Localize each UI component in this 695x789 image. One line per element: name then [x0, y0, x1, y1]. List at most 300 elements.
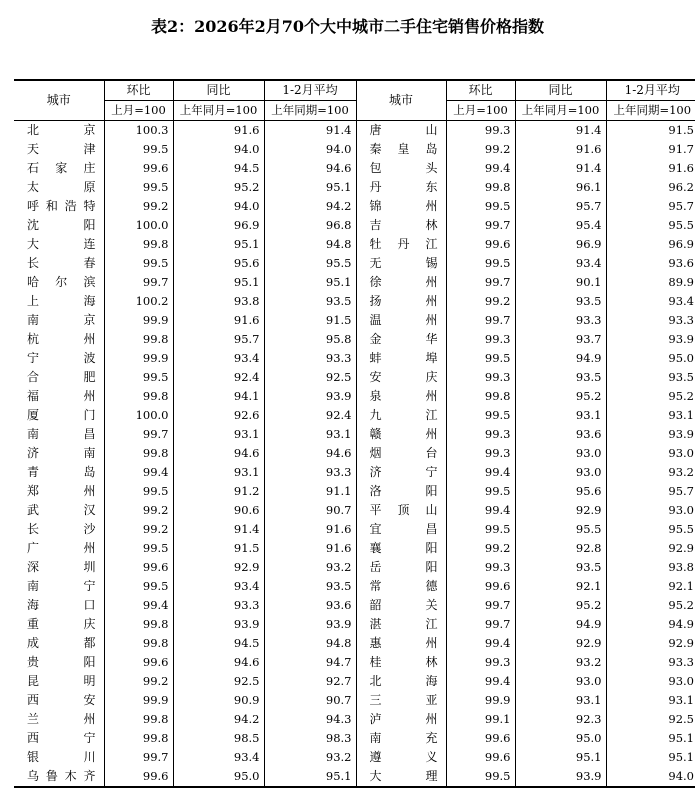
city-name-left: 青岛 — [27, 465, 96, 479]
yoy-value-left: 94.0 — [173, 197, 264, 216]
city-name-right: 丹东 — [356, 178, 446, 197]
table-row — [14, 254, 695, 273]
avg-value-left: 95.8 — [264, 330, 356, 349]
table-row — [14, 463, 695, 482]
avg-value-left: 91.6 — [264, 520, 356, 539]
yoy-value-right: 92.9 — [515, 634, 606, 653]
mom-value-right: 99.4 — [446, 463, 515, 482]
avg-value-right: 95.7 — [606, 482, 695, 501]
header-yoy-base-left: 上年同月=100 — [173, 101, 264, 121]
city-name-left: 乌鲁木齐 — [14, 767, 104, 787]
avg-value-left: 94.0 — [264, 140, 356, 159]
yoy-value-right: 93.6 — [515, 425, 606, 444]
mom-value-left: 99.5 — [104, 577, 173, 596]
avg-value-left: 93.9 — [264, 615, 356, 634]
avg-value-left: 94.8 — [264, 634, 356, 653]
city-name-right: 泸州 — [356, 710, 446, 729]
avg-value-right: 95.1 — [606, 748, 695, 767]
mom-value-right: 99.4 — [446, 159, 515, 178]
table-row — [14, 178, 695, 197]
city-name-left: 重庆 — [27, 617, 96, 631]
avg-value-right: 93.3 — [606, 653, 695, 672]
header-yoy-right: 同比 — [515, 80, 606, 101]
city-name-right: 安庆 — [356, 368, 446, 387]
yoy-value-left: 90.6 — [173, 501, 264, 520]
city-name-right: 遵义 — [356, 748, 446, 767]
city-name-left: 西宁 — [27, 731, 96, 745]
mom-value-right: 99.2 — [446, 292, 515, 311]
yoy-value-left: 93.8 — [173, 292, 264, 311]
mom-value-right: 99.1 — [446, 710, 515, 729]
yoy-value-right: 93.7 — [515, 330, 606, 349]
city-name-left: 长沙 — [27, 522, 96, 536]
header-mom-base-left: 上月=100 — [104, 101, 173, 121]
mom-value-right: 99.3 — [446, 653, 515, 672]
yoy-value-right: 95.1 — [515, 748, 606, 767]
mom-value-right: 99.7 — [446, 615, 515, 634]
yoy-value-left: 93.4 — [173, 349, 264, 368]
table-title: 表2：2026年2月70个大中城市二手住宅销售价格指数 — [150, 17, 545, 36]
city-name-right: 泉州 — [356, 387, 446, 406]
yoy-value-left: 94.6 — [173, 653, 264, 672]
mom-value-right: 99.3 — [446, 121, 515, 141]
avg-value-right: 93.2 — [606, 463, 695, 482]
yoy-value-left: 94.5 — [173, 159, 264, 178]
avg-value-left: 94.8 — [264, 235, 356, 254]
table-row — [14, 216, 695, 235]
avg-value-left: 93.2 — [264, 748, 356, 767]
avg-value-left: 91.5 — [264, 311, 356, 330]
yoy-value-right: 95.4 — [515, 216, 606, 235]
city-name-right: 桂林 — [356, 653, 446, 672]
yoy-value-right: 93.3 — [515, 311, 606, 330]
yoy-value-left: 96.9 — [173, 216, 264, 235]
yoy-value-left: 94.1 — [173, 387, 264, 406]
yoy-value-left: 92.5 — [173, 672, 264, 691]
yoy-value-right: 93.4 — [515, 254, 606, 273]
table-row — [14, 444, 695, 463]
mom-value-left: 99.2 — [104, 197, 173, 216]
city-name-right: 大理 — [356, 767, 446, 787]
city-name-left: 济南 — [27, 446, 96, 460]
city-name-left: 南京 — [27, 313, 96, 327]
avg-value-right: 93.0 — [606, 444, 695, 463]
city-name-left: 广州 — [27, 541, 96, 555]
city-name-left: 贵阳 — [27, 655, 96, 669]
mom-value-right: 99.7 — [446, 596, 515, 615]
avg-value-left: 93.5 — [264, 577, 356, 596]
avg-value-left: 94.3 — [264, 710, 356, 729]
avg-value-left: 91.4 — [264, 121, 356, 141]
city-name-left: 宁波 — [27, 351, 96, 365]
mom-value-left: 99.9 — [104, 311, 173, 330]
avg-value-left: 93.2 — [264, 558, 356, 577]
city-name-left: 银川 — [27, 750, 96, 764]
yoy-value-right: 93.1 — [515, 691, 606, 710]
avg-value-left: 90.7 — [264, 501, 356, 520]
avg-value-left: 94.6 — [264, 159, 356, 178]
avg-value-right: 93.0 — [606, 672, 695, 691]
avg-value-left: 93.9 — [264, 387, 356, 406]
city-name-left: 太原 — [27, 180, 96, 194]
mom-value-right: 99.6 — [446, 729, 515, 748]
city-name-right: 襄阳 — [356, 539, 446, 558]
mom-value-right: 99.3 — [446, 558, 515, 577]
price-index-table — [14, 79, 695, 788]
city-name-left: 厦门 — [27, 408, 96, 422]
avg-value-right: 91.7 — [606, 140, 695, 159]
mom-value-right: 99.7 — [446, 311, 515, 330]
city-name-right: 宜昌 — [356, 520, 446, 539]
mom-value-right: 99.5 — [446, 767, 515, 787]
avg-value-left: 94.2 — [264, 197, 356, 216]
header-mom-right: 环比 — [446, 80, 515, 101]
yoy-value-left: 98.5 — [173, 729, 264, 748]
avg-value-right: 93.4 — [606, 292, 695, 311]
table-row — [14, 501, 695, 520]
yoy-value-left: 90.9 — [173, 691, 264, 710]
city-name-right: 无锡 — [356, 254, 446, 273]
yoy-value-left: 92.6 — [173, 406, 264, 425]
mom-value-right: 99.6 — [446, 235, 515, 254]
city-name-right: 锦州 — [356, 197, 446, 216]
mom-value-right: 99.5 — [446, 520, 515, 539]
yoy-value-right: 93.9 — [515, 767, 606, 787]
yoy-value-right: 91.4 — [515, 121, 606, 141]
header-city-left: 城市 — [14, 80, 104, 121]
mom-value-left: 99.7 — [104, 273, 173, 292]
city-name-right: 唐山 — [356, 121, 446, 141]
mom-value-left: 99.8 — [104, 330, 173, 349]
city-name-right: 湛江 — [356, 615, 446, 634]
mom-value-left: 100.2 — [104, 292, 173, 311]
mom-value-right: 99.6 — [446, 748, 515, 767]
yoy-value-left: 94.0 — [173, 140, 264, 159]
table-row — [14, 121, 695, 141]
avg-value-right: 95.0 — [606, 349, 695, 368]
city-name-left: 西安 — [27, 693, 96, 707]
yoy-value-left: 95.2 — [173, 178, 264, 197]
table-row — [14, 767, 695, 787]
mom-value-right: 99.5 — [446, 482, 515, 501]
mom-value-right: 99.5 — [446, 197, 515, 216]
avg-value-left: 93.1 — [264, 425, 356, 444]
avg-value-left: 95.1 — [264, 273, 356, 292]
mom-value-left: 99.9 — [104, 349, 173, 368]
table-row — [14, 235, 695, 254]
city-name-right: 蚌埠 — [356, 349, 446, 368]
avg-value-right: 92.5 — [606, 710, 695, 729]
avg-value-right: 93.0 — [606, 501, 695, 520]
mom-value-right: 99.3 — [446, 444, 515, 463]
city-name-right: 包头 — [356, 159, 446, 178]
yoy-value-left: 94.5 — [173, 634, 264, 653]
mom-value-right: 99.2 — [446, 140, 515, 159]
yoy-value-right: 90.1 — [515, 273, 606, 292]
table-row — [14, 482, 695, 501]
avg-value-left: 98.3 — [264, 729, 356, 748]
yoy-value-left: 93.9 — [173, 615, 264, 634]
table-row — [14, 349, 695, 368]
yoy-value-right: 93.0 — [515, 463, 606, 482]
avg-value-left: 92.7 — [264, 672, 356, 691]
mom-value-left: 99.7 — [104, 425, 173, 444]
yoy-value-left: 95.1 — [173, 273, 264, 292]
mom-value-right: 99.4 — [446, 501, 515, 520]
avg-value-left: 93.3 — [264, 349, 356, 368]
header-mom-left: 环比 — [104, 80, 173, 101]
avg-value-right: 96.2 — [606, 178, 695, 197]
city-name-right: 九江 — [356, 406, 446, 425]
avg-value-right: 89.9 — [606, 273, 695, 292]
yoy-value-right: 92.8 — [515, 539, 606, 558]
city-name-left: 南宁 — [27, 579, 96, 593]
avg-value-left: 92.4 — [264, 406, 356, 425]
table-row — [14, 729, 695, 748]
mom-value-right: 99.7 — [446, 216, 515, 235]
mom-value-right: 99.3 — [446, 425, 515, 444]
table-row — [14, 425, 695, 444]
avg-value-left: 93.5 — [264, 292, 356, 311]
table-row — [14, 748, 695, 767]
mom-value-right: 99.4 — [446, 672, 515, 691]
city-name-left: 天津 — [27, 142, 96, 156]
avg-value-right: 95.2 — [606, 387, 695, 406]
header-yoy-base-right: 上年同月=100 — [515, 101, 606, 121]
mom-value-left: 99.8 — [104, 235, 173, 254]
yoy-value-left: 93.3 — [173, 596, 264, 615]
avg-value-right: 93.1 — [606, 406, 695, 425]
mom-value-left: 99.8 — [104, 729, 173, 748]
avg-value-left: 91.6 — [264, 539, 356, 558]
avg-value-left: 96.8 — [264, 216, 356, 235]
city-name-right: 徐州 — [356, 273, 446, 292]
mom-value-left: 100.0 — [104, 406, 173, 425]
yoy-value-left: 93.1 — [173, 463, 264, 482]
mom-value-left: 99.6 — [104, 558, 173, 577]
mom-value-left: 99.8 — [104, 387, 173, 406]
avg-value-right: 95.7 — [606, 197, 695, 216]
yoy-value-right: 95.6 — [515, 482, 606, 501]
table-body — [14, 121, 695, 788]
yoy-value-right: 95.0 — [515, 729, 606, 748]
avg-value-right: 95.1 — [606, 729, 695, 748]
yoy-value-right: 95.5 — [515, 520, 606, 539]
mom-value-left: 99.6 — [104, 767, 173, 787]
mom-value-left: 99.5 — [104, 140, 173, 159]
table-row — [14, 311, 695, 330]
avg-value-right: 95.5 — [606, 520, 695, 539]
yoy-value-right: 96.1 — [515, 178, 606, 197]
avg-value-left: 90.7 — [264, 691, 356, 710]
avg-value-right: 93.9 — [606, 330, 695, 349]
avg-value-left: 93.3 — [264, 463, 356, 482]
city-name-right: 常德 — [356, 577, 446, 596]
mom-value-right: 99.2 — [446, 539, 515, 558]
city-name-left: 郑州 — [27, 484, 96, 498]
yoy-value-right: 91.4 — [515, 159, 606, 178]
city-name-left: 合肥 — [27, 370, 96, 384]
mom-value-right: 99.7 — [446, 273, 515, 292]
header-city-right: 城市 — [356, 80, 446, 121]
avg-value-right: 93.8 — [606, 558, 695, 577]
avg-value-right: 93.1 — [606, 691, 695, 710]
avg-value-right: 96.9 — [606, 235, 695, 254]
avg-value-right: 93.5 — [606, 368, 695, 387]
mom-value-left: 99.7 — [104, 748, 173, 767]
mom-value-left: 99.5 — [104, 482, 173, 501]
city-name-right: 北海 — [356, 672, 446, 691]
header-yoy-left: 同比 — [173, 80, 264, 101]
mom-value-left: 100.0 — [104, 216, 173, 235]
yoy-value-right: 95.7 — [515, 197, 606, 216]
mom-value-right: 99.3 — [446, 368, 515, 387]
avg-value-right: 94.9 — [606, 615, 695, 634]
mom-value-left: 99.5 — [104, 254, 173, 273]
city-name-right: 平顶山 — [356, 501, 446, 520]
avg-value-left: 95.5 — [264, 254, 356, 273]
table-row — [14, 368, 695, 387]
city-name-left: 成都 — [27, 636, 96, 650]
table-row — [14, 292, 695, 311]
table-row — [14, 672, 695, 691]
table-row — [14, 197, 695, 216]
city-name-left: 石家庄 — [27, 161, 96, 175]
avg-value-right: 95.2 — [606, 596, 695, 615]
city-name-left: 上海 — [27, 294, 96, 308]
yoy-value-left: 95.7 — [173, 330, 264, 349]
mom-value-left: 99.5 — [104, 539, 173, 558]
header-row-bottom — [14, 101, 695, 121]
avg-value-left: 94.6 — [264, 444, 356, 463]
mom-value-left: 99.8 — [104, 710, 173, 729]
mom-value-right: 99.5 — [446, 349, 515, 368]
mom-value-right: 99.8 — [446, 387, 515, 406]
yoy-value-left: 92.4 — [173, 368, 264, 387]
table-row — [14, 710, 695, 729]
mom-value-right: 99.3 — [446, 330, 515, 349]
mom-value-left: 99.8 — [104, 444, 173, 463]
yoy-value-left: 91.4 — [173, 520, 264, 539]
city-name-right: 秦皇岛 — [356, 140, 446, 159]
city-name-right: 南充 — [356, 729, 446, 748]
avg-value-right: 91.5 — [606, 121, 695, 141]
yoy-value-right: 93.5 — [515, 292, 606, 311]
yoy-value-left: 91.6 — [173, 311, 264, 330]
yoy-value-right: 95.2 — [515, 596, 606, 615]
table-row — [14, 634, 695, 653]
city-name-left: 昆明 — [27, 674, 96, 688]
mom-value-left: 99.2 — [104, 501, 173, 520]
yoy-value-left: 94.6 — [173, 444, 264, 463]
table-row — [14, 596, 695, 615]
avg-value-left: 94.7 — [264, 653, 356, 672]
city-name-left: 深圳 — [27, 560, 96, 574]
avg-value-left: 93.6 — [264, 596, 356, 615]
avg-value-right: 92.1 — [606, 577, 695, 596]
table-header — [14, 80, 695, 121]
yoy-value-left: 95.6 — [173, 254, 264, 273]
yoy-value-left: 95.0 — [173, 767, 264, 787]
city-name-right: 牡丹江 — [356, 235, 446, 254]
yoy-value-left: 91.2 — [173, 482, 264, 501]
table-row — [14, 653, 695, 672]
yoy-value-right: 96.9 — [515, 235, 606, 254]
city-name-right: 吉林 — [356, 216, 446, 235]
table-row — [14, 691, 695, 710]
yoy-value-left: 91.5 — [173, 539, 264, 558]
city-name-right: 扬州 — [356, 292, 446, 311]
city-name-left: 长春 — [27, 256, 96, 270]
avg-value-right: 92.9 — [606, 634, 695, 653]
city-name-left: 哈尔滨 — [27, 275, 96, 289]
yoy-value-left: 93.4 — [173, 577, 264, 596]
yoy-value-left: 93.4 — [173, 748, 264, 767]
mom-value-left: 99.2 — [104, 672, 173, 691]
mom-value-right: 99.8 — [446, 178, 515, 197]
avg-value-right: 95.5 — [606, 216, 695, 235]
city-name-left: 武汉 — [27, 503, 96, 517]
city-name-right: 赣州 — [356, 425, 446, 444]
yoy-value-right: 93.5 — [515, 368, 606, 387]
mom-value-left: 99.5 — [104, 368, 173, 387]
header-avg-left: 1-2月平均 — [264, 80, 356, 101]
mom-value-left: 99.6 — [104, 159, 173, 178]
avg-value-right: 91.6 — [606, 159, 695, 178]
mom-value-left: 99.4 — [104, 596, 173, 615]
yoy-value-right: 92.9 — [515, 501, 606, 520]
yoy-value-right: 93.0 — [515, 444, 606, 463]
avg-value-right: 94.0 — [606, 767, 695, 787]
table-row — [14, 387, 695, 406]
table-row — [14, 615, 695, 634]
mom-value-left: 99.5 — [104, 178, 173, 197]
city-name-left: 大连 — [27, 237, 96, 251]
header-avg-base-left: 上年同期=100 — [264, 101, 356, 121]
mom-value-right: 99.9 — [446, 691, 515, 710]
avg-value-left: 95.1 — [264, 178, 356, 197]
city-name-right: 惠州 — [356, 634, 446, 653]
yoy-value-right: 94.9 — [515, 349, 606, 368]
city-name-right: 三亚 — [356, 691, 446, 710]
city-name-right: 温州 — [356, 311, 446, 330]
table-row — [14, 273, 695, 292]
table-row — [14, 520, 695, 539]
mom-value-left: 99.4 — [104, 463, 173, 482]
city-name-left: 兰州 — [27, 712, 96, 726]
header-avg-right: 1-2月平均 — [606, 80, 695, 101]
avg-value-left: 95.1 — [264, 767, 356, 787]
city-name-left: 呼和浩特 — [27, 199, 96, 213]
mom-value-left: 100.3 — [104, 121, 173, 141]
city-name-left: 北京 — [27, 123, 96, 137]
yoy-value-left: 93.1 — [173, 425, 264, 444]
city-name-right: 洛阳 — [356, 482, 446, 501]
yoy-value-left: 95.1 — [173, 235, 264, 254]
city-name-left: 福州 — [27, 389, 96, 403]
yoy-value-right: 93.1 — [515, 406, 606, 425]
city-name-right: 金华 — [356, 330, 446, 349]
mom-value-right: 99.5 — [446, 406, 515, 425]
city-name-right: 烟台 — [356, 444, 446, 463]
city-name-left: 沈阳 — [27, 218, 96, 232]
city-name-right: 岳阳 — [356, 558, 446, 577]
yoy-value-right: 92.1 — [515, 577, 606, 596]
mom-value-left: 99.2 — [104, 520, 173, 539]
city-name-right: 韶关 — [356, 596, 446, 615]
city-name-left: 南昌 — [27, 427, 96, 441]
yoy-value-left: 92.9 — [173, 558, 264, 577]
